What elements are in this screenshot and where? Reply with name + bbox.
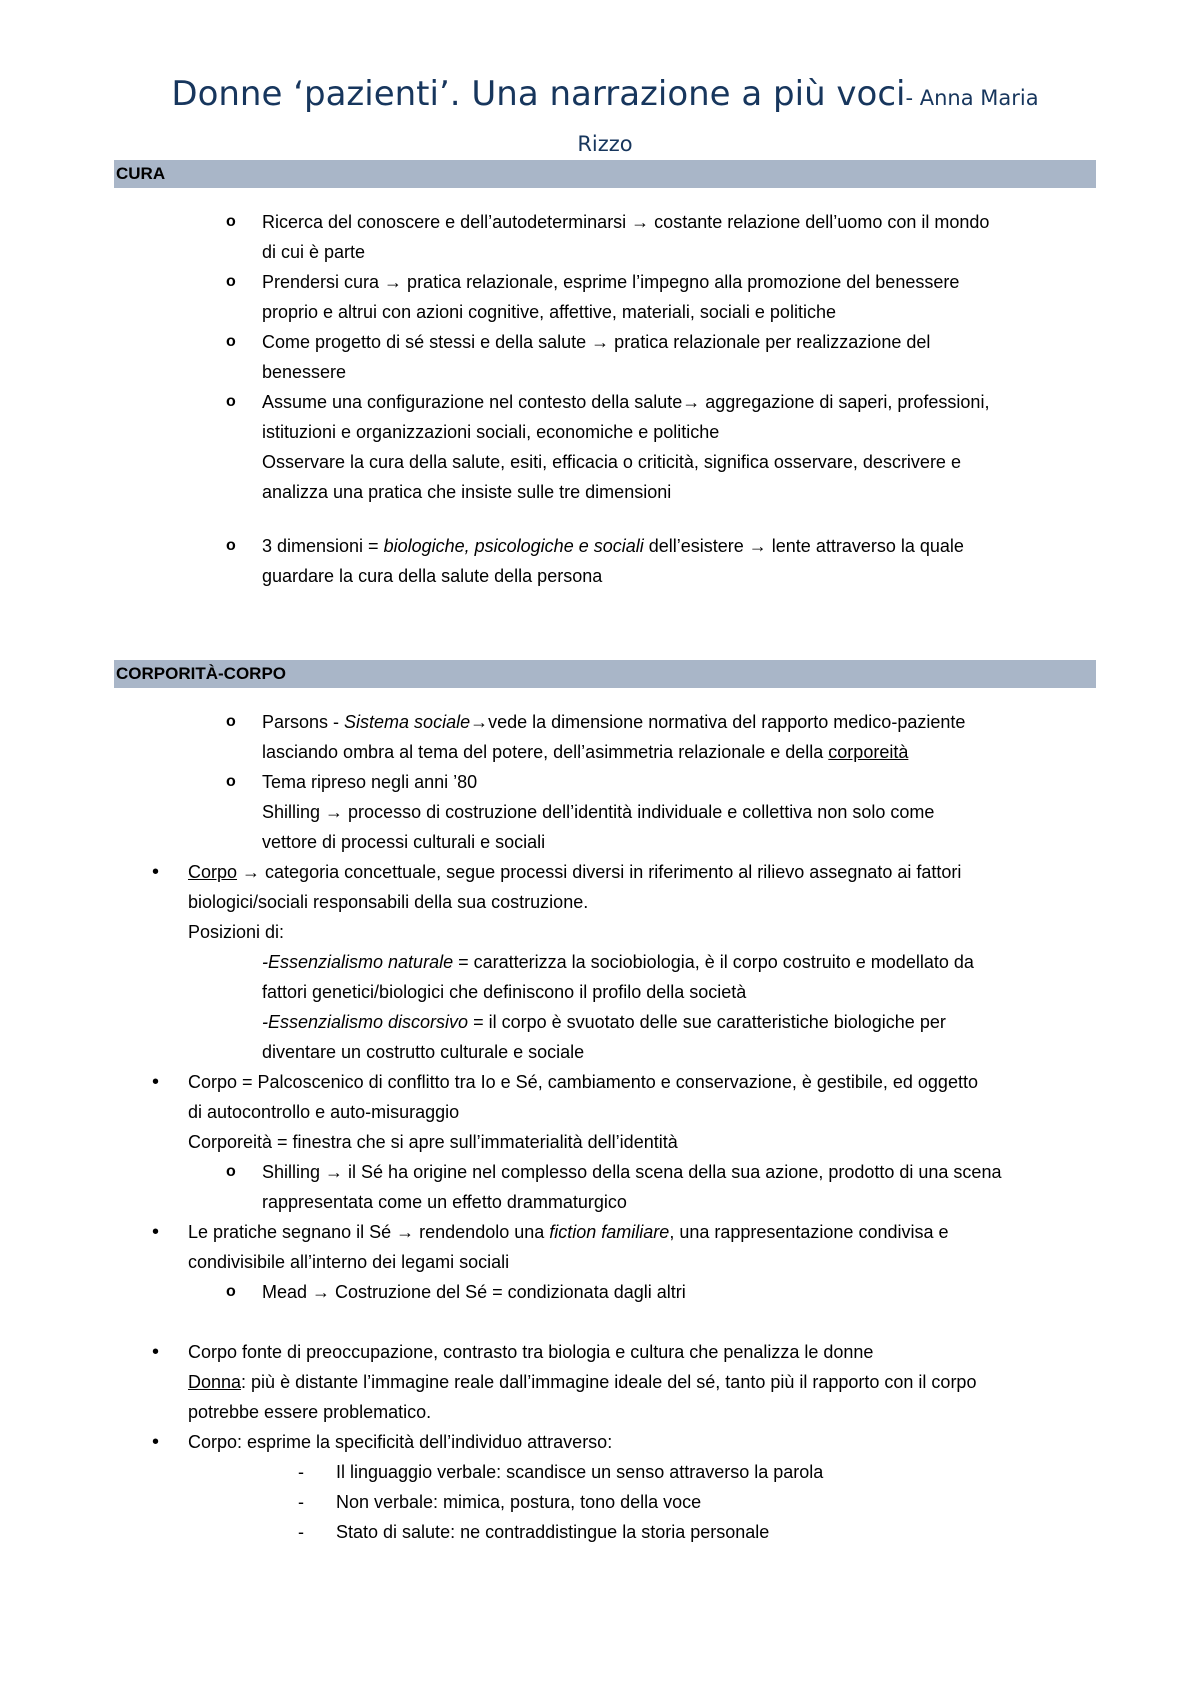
text-line: benessere [262, 362, 347, 382]
text-line: Corpo fonte di preoccupazione, contrasto tra biologia e cultura che penalizza le donne [188, 1342, 874, 1362]
circle-bullet: o [226, 1283, 236, 1300]
dot-bullet: • [152, 1341, 160, 1363]
text-line: Tema ripreso negli anni ’80 [262, 772, 478, 792]
text-line: Corpo = Palcoscenico di conflitto tra Io e Sé, cambiamento e conservazione, è gestibile, ed oggetto [188, 1072, 978, 1092]
title-author-surname: Rizzo [577, 132, 633, 156]
italic-text: -Essenzialismo discorsivo [262, 1012, 469, 1032]
underlined-text: corporeità [828, 742, 909, 762]
circle-bullet: o [226, 333, 236, 350]
text-line: Come progetto di sé stessi e della salute → pratica relazionale per realizzazione del [262, 332, 931, 352]
text-line: Corporeità = finestra che si apre sull’immaterialità dell’identità [188, 1132, 678, 1152]
text-line: fattori genetici/biologici che definiscono il profilo della società [262, 982, 747, 1002]
dash-bullet: - [298, 1492, 304, 1512]
underlined-text: Corpo [188, 862, 238, 882]
italic-text: biologiche, psicologiche e sociali [383, 536, 644, 556]
circle-bullet: o [226, 273, 236, 290]
text-line: guardare la cura della salute della persona [262, 566, 603, 586]
text-line: lasciando ombra al tema del potere, dell’asimmetria relazionale e della corporeità [262, 742, 909, 762]
text-line: biologici/sociali responsabili della sua costruzione. [188, 892, 589, 912]
text-line: Assume una configurazione nel contesto della salute→ aggregazione di saperi, professioni, [262, 392, 990, 412]
italic-text: Sistema sociale [344, 712, 471, 732]
dash-bullet: - [298, 1462, 304, 1482]
circle-bullet: o [226, 393, 236, 410]
circle-bullet: o [226, 773, 236, 790]
text-line: Non verbale: mimica, postura, tono della voce [336, 1492, 702, 1512]
italic-text: -Essenzialismo naturale [262, 952, 454, 972]
text-line: 3 dimensioni = biologiche, psicologiche e sociali dell’esistere → lente attraverso la quale [262, 536, 964, 556]
dot-bullet: • [152, 1221, 160, 1243]
text-line: rappresentata come un effetto drammaturgico [262, 1192, 627, 1212]
text-line: Corpo → categoria concettuale, segue processi diversi in riferimento al rilievo assegnato ai fattori [188, 862, 962, 882]
title-author: - Anna Maria [905, 86, 1039, 110]
text-line: vettore di processi culturali e sociali [262, 832, 546, 852]
text-line: Ricerca del conoscere e dell’autodeterminarsi → costante relazione dell’uomo con il mondo [262, 212, 990, 232]
text-line: potrebbe essere problematico. [188, 1402, 432, 1422]
dot-bullet: • [152, 861, 160, 883]
text-line: di autocontrollo e auto-misuraggio [188, 1102, 460, 1122]
underlined-text: Donna [188, 1372, 242, 1392]
text-line: Osservare la cura della salute, esiti, efficacia o criticità, significa osservare, descrivere e [262, 452, 961, 472]
section-heading-corpo: CORPORITÀ-CORPO [114, 660, 1096, 688]
text-line: Il linguaggio verbale: scandisce un senso attraverso la parola [336, 1462, 824, 1482]
text-line: Parsons - Sistema sociale→vede la dimensione normativa del rapporto medico-paziente [262, 712, 966, 732]
text-line: Mead → Costruzione del Sé = condizionata dagli altri [262, 1282, 686, 1302]
section-heading-cura: CURA [114, 160, 1096, 188]
dot-bullet: • [152, 1431, 160, 1453]
document-title [114, 72, 1096, 168]
text-line: Donna: più è distante l’immagine reale dall’immagine ideale del sé, tanto più il rapporto con il corpo [188, 1372, 977, 1392]
text-line: Prendersi cura → pratica relazionale, esprime l’impegno alla promozione del benessere [262, 272, 960, 292]
text-line: Corpo: esprime la specificità dell’individuo attraverso: [188, 1432, 613, 1452]
circle-bullet: o [226, 537, 236, 554]
circle-bullet: o [226, 213, 236, 230]
dash-bullet: - [298, 1522, 304, 1542]
text-line: Shilling → processo di costruzione dell’identità individuale e collettiva non solo come [262, 802, 935, 822]
text-line: Shilling → il Sé ha origine nel complesso della scena della sua azione, prodotto di una scena [262, 1162, 1002, 1182]
italic-text: fiction familiare [549, 1222, 670, 1242]
text-line: -Essenzialismo naturale = caratterizza la sociobiologia, è il corpo costruito e modellato da [262, 952, 974, 972]
text-line: istituzioni e organizzazioni sociali, economiche e politiche [262, 422, 720, 442]
circle-bullet: o [226, 713, 236, 730]
text-line: condivisibile all’interno dei legami sociali [188, 1252, 510, 1272]
text-line: di cui è parte [262, 242, 366, 262]
text-line: Posizioni di: [188, 922, 285, 942]
text-line: Le pratiche segnano il Sé → rendendolo una fiction familiare, una rappresentazione condivisa e [188, 1222, 949, 1242]
text-line: -Essenzialismo discorsivo = il corpo è svuotato delle sue caratteristiche biologiche per [262, 1012, 946, 1032]
circle-bullet: o [226, 1163, 236, 1180]
dot-bullet: • [152, 1071, 160, 1093]
text-line: analizza una pratica che insiste sulle tre dimensioni [262, 482, 672, 502]
text-line: Stato di salute: ne contraddistingue la storia personale [336, 1522, 770, 1542]
title-main: Donne ‘pazienti’. Una narrazione a più voci [171, 74, 906, 114]
text-line: proprio e altrui con azioni cognitive, affettive, materiali, sociali e politiche [262, 302, 836, 322]
text-line: diventare un costrutto culturale e sociale [262, 1042, 585, 1062]
